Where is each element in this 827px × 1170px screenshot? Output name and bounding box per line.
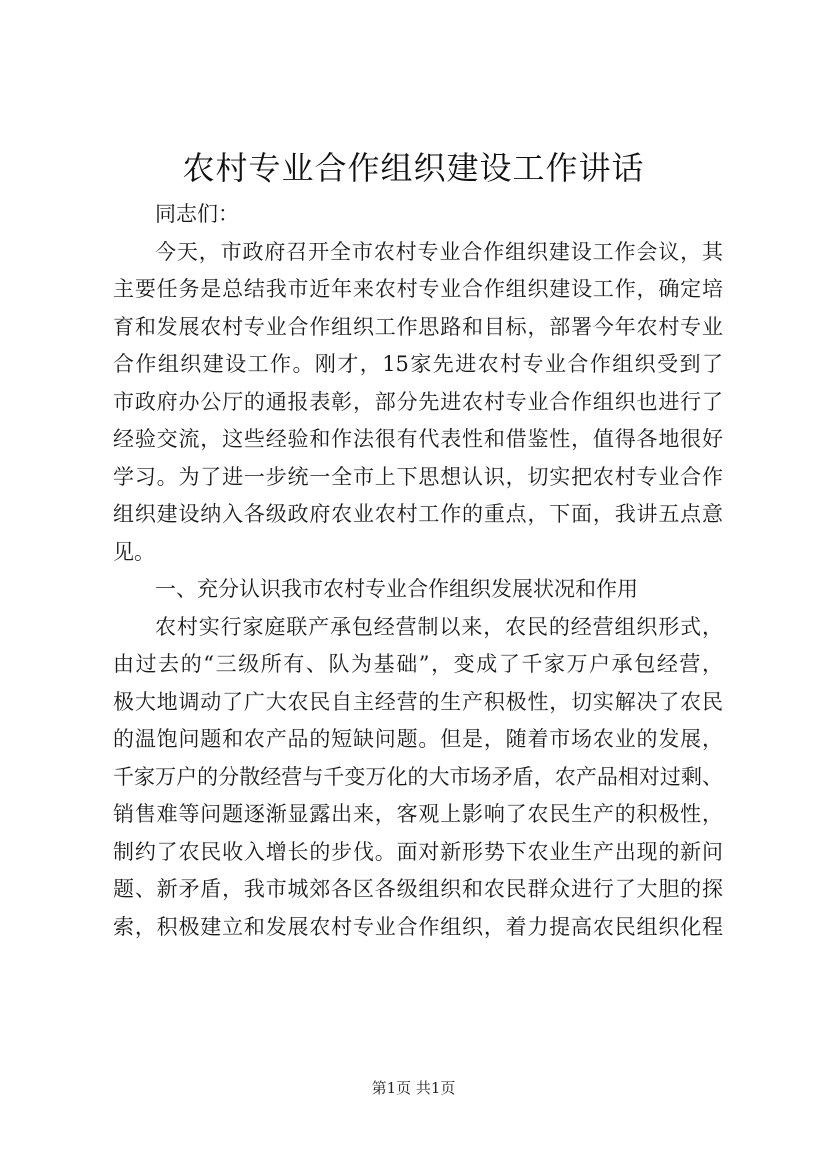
paragraph2-line: 索，积极建立和发展农村专业合作组织，着力提高农民组织化程 xyxy=(113,914,723,939)
document-body xyxy=(113,196,723,946)
paragraph2-line: 题、新矛盾，我市城郊各区各级组织和农民群众进行了大胆的探 xyxy=(113,877,723,901)
paragraph2-line: 极大地调动了广大农民自主经营的生产积极性，切实解决了农民 xyxy=(113,689,723,714)
paragraph2-line: 制约了农民收入增长的步伐。面对新形势下农业生产出现的新问 xyxy=(113,839,723,864)
paragraph2-line: 销售难等问题逐渐显露出来，客观上影响了农民生产的积极性， xyxy=(113,802,723,826)
page-number-footer: 第1页 共1页 xyxy=(371,1079,456,1097)
greeting-line: 同志们： xyxy=(155,202,239,226)
paragraph2-line: 由过去的“三级所有、队为基础”，变成了千家万户承包经营， xyxy=(113,652,723,676)
paragraph1-line: 组织建设纳入各级政府农业农村工作的重点，下面，我讲五点意 xyxy=(113,502,723,526)
paragraph2-line: 的温饱问题和农产品的短缺问题。但是，随着市场农业的发展， xyxy=(113,727,723,751)
section1-heading: 一、充分认识我市农村专业合作组织发展状况和作用 xyxy=(155,577,638,601)
document-title: 农村专业合作组织建设工作讲话 xyxy=(182,149,645,187)
paragraph1-line: 学习。为了进一步统一全市上下思想认识，切实把农村专业合作 xyxy=(113,464,723,489)
paragraph1-line: 育和发展农村专业合作组织工作思路和目标，部署今年农村专业 xyxy=(113,314,723,339)
paragraph1-line: 市政府办公厅的通报表彰，部分先进农村专业合作组织也进行了 xyxy=(113,389,723,414)
paragraph1-line: 主要任务是总结我市近年来农村专业合作组织建设工作，确定培 xyxy=(113,277,723,301)
paragraph1-line: 合作组织建设工作。刚才，15家先进农村专业合作组织受到了 xyxy=(113,352,723,376)
paragraph2-line: 农村实行家庭联产承包经营制以来，农民的经营组织形式， xyxy=(155,614,723,639)
paragraph1-line: 今天，市政府召开全市农村专业合作组织建设工作会议，其 xyxy=(155,239,723,264)
paragraph1-line: 经验交流，这些经验和作法很有代表性和借鉴性，值得各地很好 xyxy=(113,427,723,451)
paragraph1-line: 见。 xyxy=(113,539,155,564)
paragraph2-line: 千家万户的分散经营与千变万化的大市场矛盾，农产品相对过剩、 xyxy=(113,764,723,789)
